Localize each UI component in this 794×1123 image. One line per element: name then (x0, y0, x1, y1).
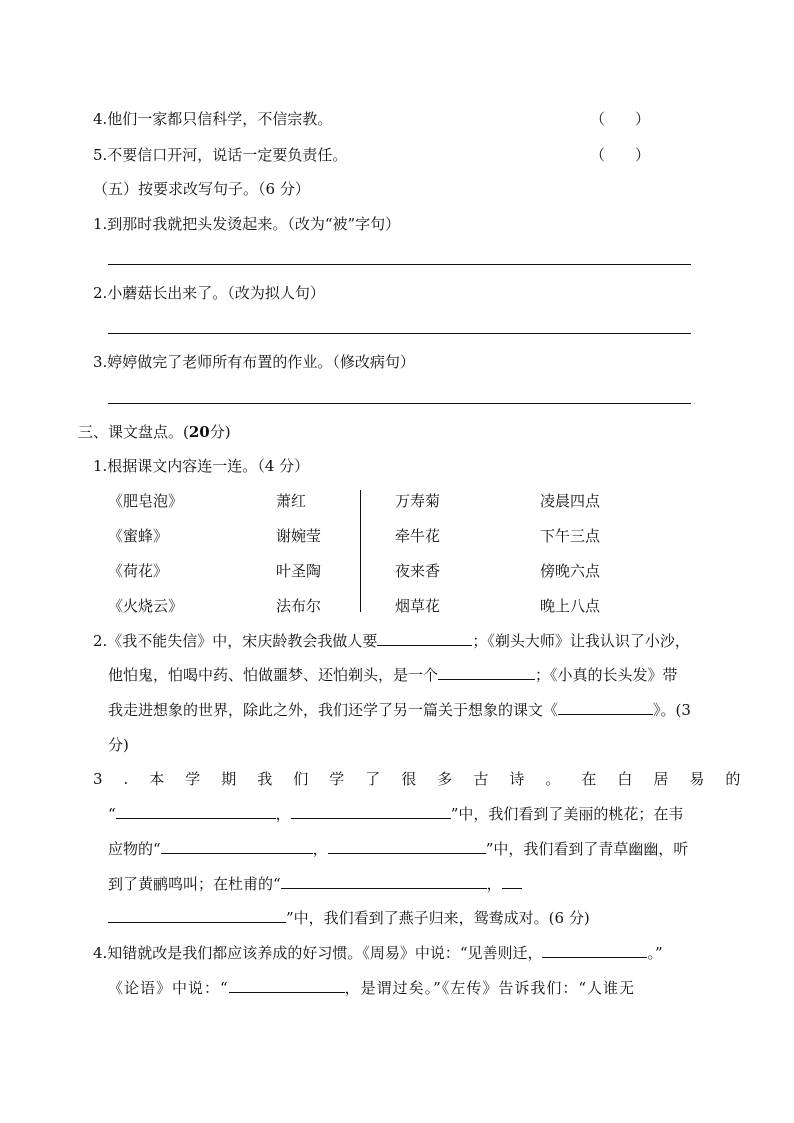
match-time-4[interactable]: 晚上八点 (540, 597, 601, 615)
q3-text-a: ”中，我们看到了美丽的桃花；在韦 (450, 805, 684, 823)
section-3-heading (78, 421, 231, 442)
q3-blank-2[interactable] (291, 804, 451, 819)
q3-blank-7[interactable] (108, 908, 286, 923)
match-instruction: 1.根据课文内容连一连。（4 分） (93, 457, 310, 475)
q3-comma-3: ， (486, 875, 502, 893)
q2-line-4: 分) (108, 736, 129, 754)
q2-text-b: ；《剃头大师》让我认识了小沙， (472, 632, 690, 650)
q3-comma-1: ， (275, 805, 291, 823)
section-3-heading-tail: 分) (209, 423, 231, 441)
match-author-3[interactable]: 叶圣陶 (276, 562, 322, 580)
q4-blank-1[interactable] (542, 943, 647, 958)
judge-item-5-answer-paren[interactable]: （ ） (590, 146, 651, 164)
match-title-3[interactable]: 《荷花》 (108, 562, 169, 580)
q2-text-a: 2.《我不能失信》中，宋庆龄教会我做人要 (93, 632, 378, 650)
q2-line-2 (108, 664, 678, 685)
judge-item-4-answer-paren[interactable]: （ ） (590, 110, 651, 128)
rewrite-heading: （五）按要求改写句子。（6 分） (93, 180, 310, 198)
q4-text-b: 。” (647, 944, 663, 962)
q2-text-d: ；《小真的长头发》带 (535, 666, 678, 684)
q3-line-4 (108, 873, 522, 894)
q3-text-b: 应物的“ (108, 840, 161, 858)
q4-blank-2[interactable] (229, 978, 345, 993)
rewrite-answer-line-3[interactable] (108, 403, 691, 404)
judge-item-5: 5.不要信口开河，说话一定要负责任。 (93, 146, 348, 164)
match-flower-4[interactable]: 烟草花 (395, 597, 441, 615)
q2-text-f: 》。(3 (653, 701, 691, 719)
q4-text-c: 《论语》中说：“ (108, 979, 229, 997)
match-title-1[interactable]: 《肥皂泡》 (108, 492, 184, 510)
q3-line-3 (108, 838, 688, 859)
q2-line-1 (93, 630, 690, 651)
q3-blank-3[interactable] (161, 839, 313, 854)
q3-text-e: ”中，我们看到了燕子归来，鸳鸯成对。(6 分) (286, 909, 590, 927)
q2-text-c: 他怕鬼，怕喝中药、怕做噩梦、还怕剃头，是一个 (108, 666, 439, 684)
q3-line-2 (108, 803, 683, 824)
q3-line-1: 3.本学期我们学了很多古诗。在白居易的 (93, 770, 762, 788)
section-3-heading-text: 三、课文盘点。( (78, 423, 189, 441)
match-author-4[interactable]: 法布尔 (276, 597, 322, 615)
q3-line-5 (108, 907, 590, 928)
match-author-1[interactable]: 萧红 (276, 492, 307, 510)
q3-blank-1[interactable] (116, 804, 276, 819)
q2-blank-3[interactable] (558, 700, 653, 715)
q4-text-a: 4.知错就改是我们都应该养成的好习惯。《周易》中说：“见善则迁， (93, 944, 543, 962)
match-flower-1[interactable]: 万寿菊 (395, 492, 441, 510)
match-time-2[interactable]: 下午三点 (540, 527, 601, 545)
match-time-1[interactable]: 凌晨四点 (540, 492, 601, 510)
rewrite-item-3: 3.婷婷做完了老师所有布置的作业。（修改病句） (93, 353, 415, 371)
q3-text-c: ”中，我们看到了青草幽幽，听 (485, 840, 689, 858)
q3-blank-6[interactable] (502, 874, 522, 889)
judge-item-4: 4.他们一家都只信科学，不信宗教。 (93, 110, 333, 128)
rewrite-answer-line-1[interactable] (108, 264, 691, 265)
match-flower-2[interactable]: 牵牛花 (395, 527, 441, 545)
match-flower-3[interactable]: 夜来香 (395, 562, 441, 580)
q3-comma-2: ， (312, 840, 328, 858)
q3-blank-5[interactable] (281, 874, 487, 889)
q3-quote-open-1: “ (108, 805, 116, 823)
q2-text-e: 我走进想象的世界，除此之外，我们还学了另一篇关于想象的课文《 (108, 701, 559, 719)
match-divider (360, 490, 361, 612)
section-3-score: 20 (188, 423, 210, 441)
q4-text-d: ，是谓过矣。”《左传》告诉我们：“人谁无 (344, 979, 636, 997)
match-author-2[interactable]: 谢婉莹 (276, 527, 322, 545)
q3-blank-4[interactable] (328, 839, 486, 854)
q4-line-1 (93, 942, 663, 963)
q2-blank-2[interactable] (438, 665, 535, 680)
rewrite-item-2: 2.小蘑菇长出来了。（改为拟人句） (93, 284, 325, 302)
rewrite-answer-line-2[interactable] (108, 333, 691, 334)
rewrite-item-1: 1.到那时我就把头发烫起来。（改为“被”字句） (93, 215, 401, 233)
match-title-4[interactable]: 《火烧云》 (108, 597, 184, 615)
match-title-2[interactable]: 《蜜蜂》 (108, 527, 169, 545)
q4-line-2 (108, 977, 635, 998)
q3-text-d: 到了黄鹂鸣叫；在杜甫的“ (108, 875, 281, 893)
q2-line-3 (108, 699, 691, 720)
match-time-3[interactable]: 傍晚六点 (540, 562, 601, 580)
q2-blank-1[interactable] (377, 631, 472, 646)
